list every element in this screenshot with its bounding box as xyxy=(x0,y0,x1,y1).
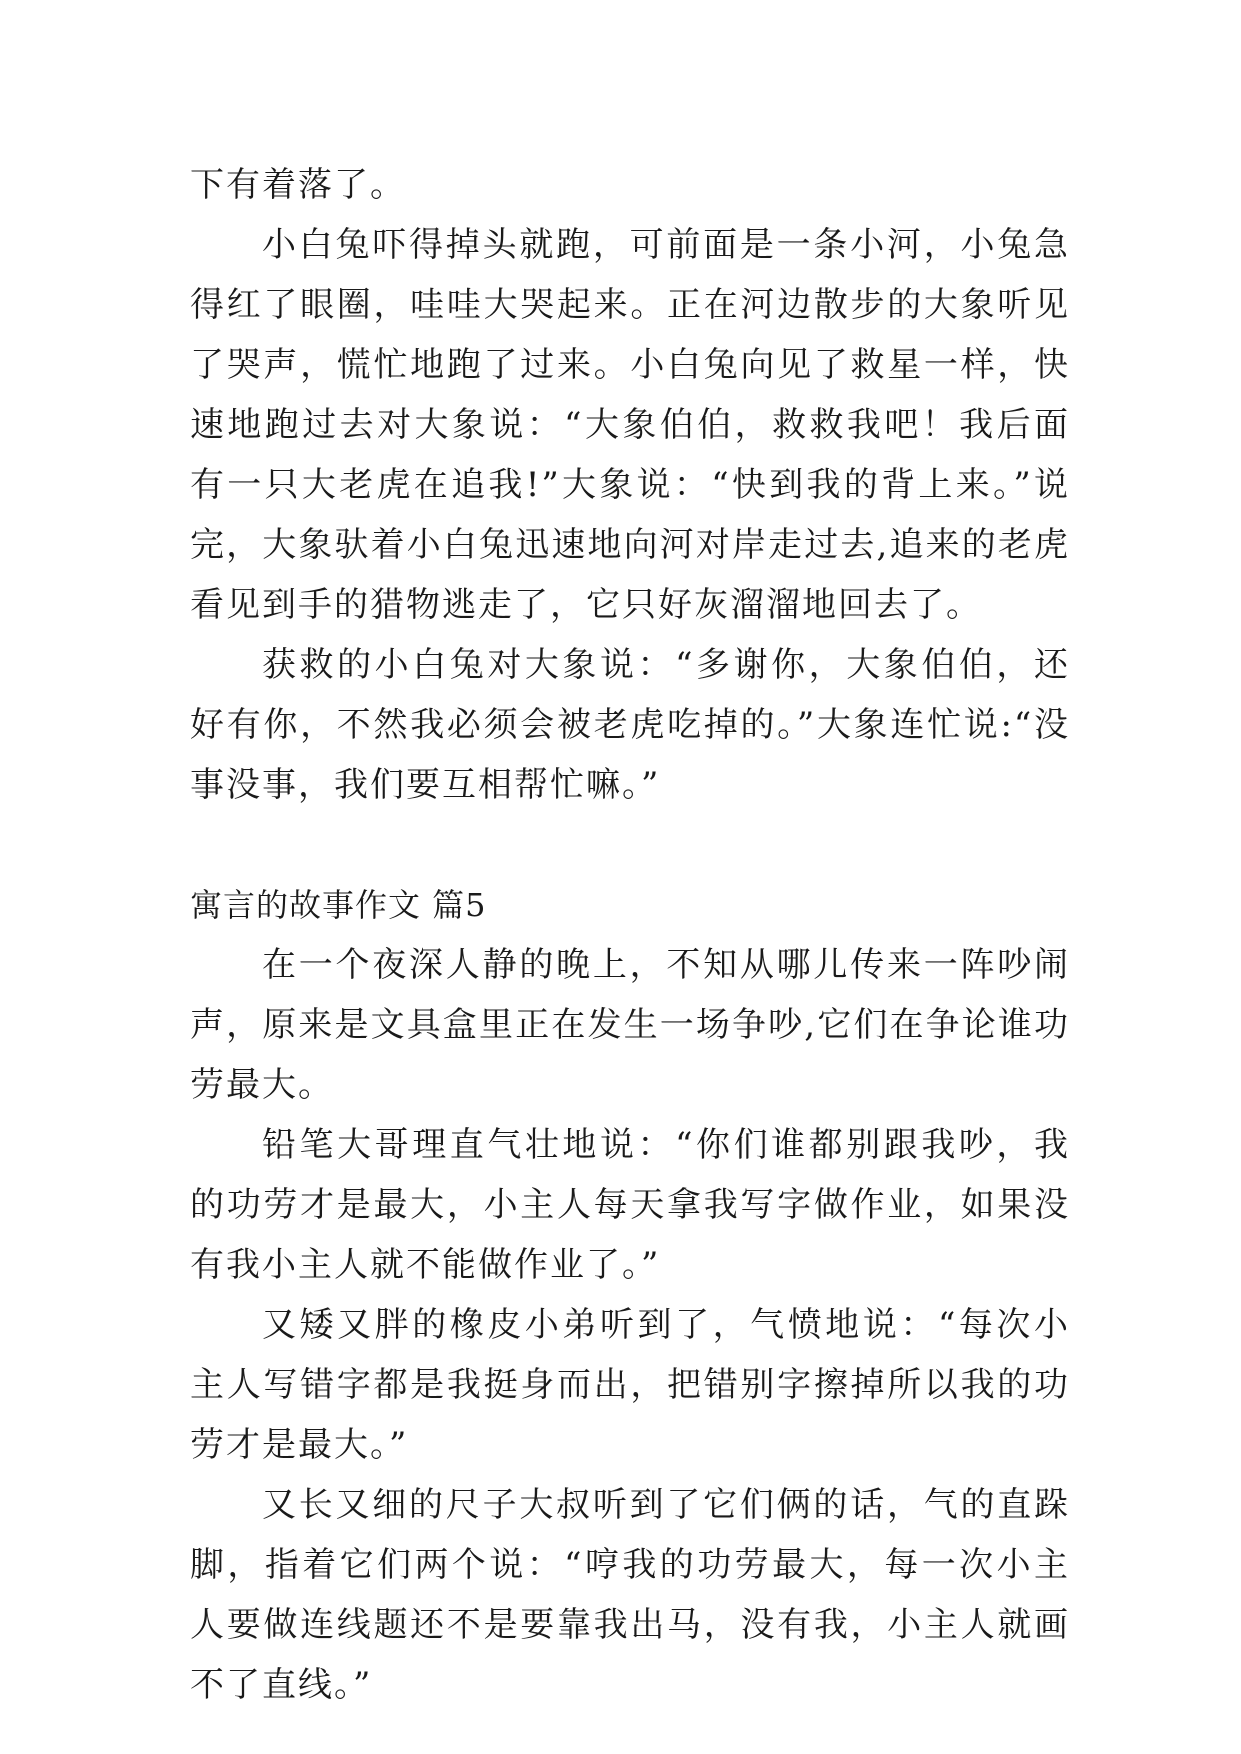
section-heading: 寓言的故事作文 篇5 xyxy=(190,886,487,924)
paragraph-ruler: 又长又细的尺子大叔听到了它们俩的话，气的直跺脚，指着它们两个说：“哼我的功劳最大，每一次小主人要做连线题还不是要靠我出马，没有我，小主人就画不了直线。” xyxy=(190,1485,1070,1705)
paragraph-rabbit-runs: 小白兔吓得掉头就跑，可前面是一条小河，小兔急得红了眼圈，哇哇大哭起来。正在河边散步的大象听见了哭声，慌忙地跑了过来。小白兔向见了救星一样，快速地跑过去对大象说：“大象伯伯，救救我吧！我后面有一只大老虎在追我!”大象说：“快到我的背上来。”说完，大象驮着小白兔迅速地向河对岸走过去,追来的老虎看见到手的猎物逃走了，它只好灰溜溜地回去了。 xyxy=(190,225,1070,625)
paragraph-pencil: 铅笔大哥理直气壮地说：“你们谁都别跟我吵，我的功劳才是最大，小主人每天拿我写字做作业，如果没有我小主人就不能做作业了。” xyxy=(190,1125,1070,1285)
paragraph-rabbit-thanks: 获救的小白兔对大象说：“多谢你，大象伯伯，还好有你，不然我必须会被老虎吃掉的。”大象连忙说:“没事没事，我们要互相帮忙嘛。” xyxy=(190,645,1070,805)
document-page xyxy=(190,155,1070,1715)
paragraph-continuation: 下有着落了。 xyxy=(190,165,406,205)
paragraph-eraser: 又矮又胖的橡皮小弟听到了，气愤地说：“每次小主人写错字都是我挺身而出，把错别字擦掉所以我的功劳才是最大。” xyxy=(190,1305,1070,1465)
paragraph-night-quarrel: 在一个夜深人静的晚上，不知从哪儿传来一阵吵闹声，原来是文具盒里正在发生一场争吵,它们在争论谁功劳最大。 xyxy=(190,945,1070,1105)
